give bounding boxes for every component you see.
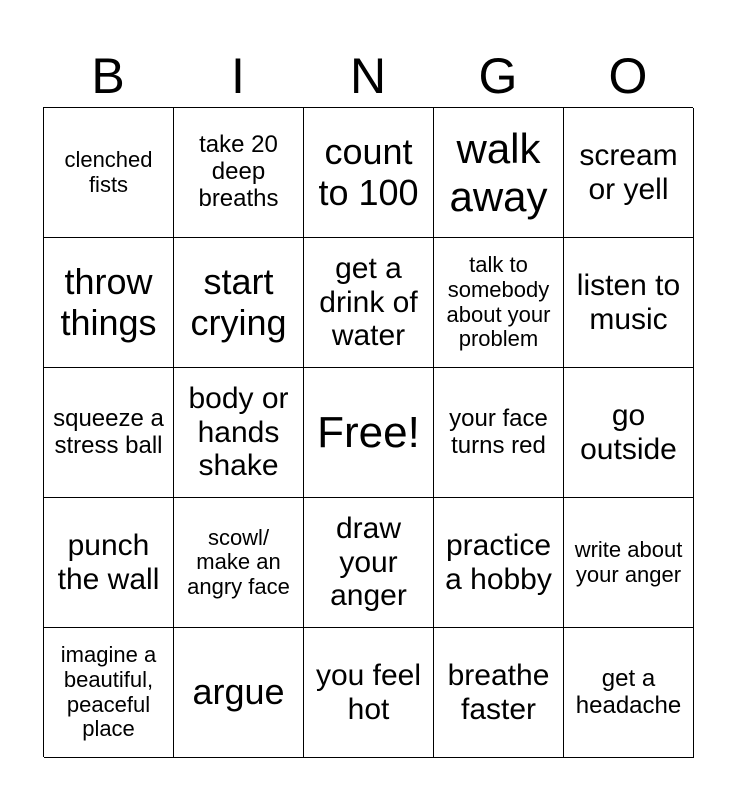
bingo-cell-r3-c1[interactable] bbox=[44, 368, 174, 498]
cell-text: take 20 deep breaths bbox=[198, 131, 279, 212]
bingo-cell-r1-c4[interactable] bbox=[434, 108, 564, 238]
bingo-cell-r4-c2[interactable] bbox=[174, 498, 304, 628]
cell-text: scream or yell bbox=[579, 138, 678, 206]
bingo-cell-r1-c1[interactable] bbox=[44, 108, 174, 238]
bingo-cell-r5-c2[interactable] bbox=[174, 628, 304, 758]
cell-text: scowl/ make an angry face bbox=[187, 524, 290, 599]
cell-text: get a headache bbox=[575, 664, 682, 719]
bingo-cell-r2-c3[interactable] bbox=[304, 238, 434, 368]
cell-text: listen to music bbox=[576, 268, 681, 336]
cell-text: imagine a beautiful, peaceful place bbox=[60, 642, 157, 742]
cell-text: draw your anger bbox=[330, 512, 407, 613]
cell-text: talk to somebody about your problem bbox=[446, 252, 551, 352]
cell-text: count to 100 bbox=[318, 131, 419, 213]
cell-text: you feel hot bbox=[315, 658, 422, 726]
cell-text: Free! bbox=[317, 407, 420, 457]
header-letter-n: N bbox=[349, 48, 387, 104]
bingo-cell-r1-c2[interactable] bbox=[174, 108, 304, 238]
cell-text: get a drink of water bbox=[319, 252, 418, 353]
cell-text: practice a hobby bbox=[445, 528, 552, 596]
bingo-cell-r2-c4[interactable] bbox=[434, 238, 564, 368]
bingo-cell-r3-c2[interactable] bbox=[174, 368, 304, 498]
bingo-cell-r5-c5[interactable] bbox=[564, 628, 694, 758]
bingo-cell-r4-c1[interactable] bbox=[44, 498, 174, 628]
bingo-cell-r5-c3[interactable] bbox=[304, 628, 434, 758]
header-letter-b: B bbox=[91, 48, 125, 104]
cell-text: argue bbox=[192, 671, 285, 713]
bingo-cell-r2-c1[interactable] bbox=[44, 238, 174, 368]
bingo-cell-r4-c3[interactable] bbox=[304, 498, 434, 628]
bingo-cell-r3-c5[interactable] bbox=[564, 368, 694, 498]
cell-text: body or hands shake bbox=[188, 382, 289, 483]
cell-text: walk away bbox=[449, 125, 548, 220]
header-letter-o: O bbox=[608, 48, 648, 104]
bingo-cell-r1-c5[interactable] bbox=[564, 108, 694, 238]
header-letter-i: I bbox=[231, 48, 245, 104]
cell-text: clenched fists bbox=[64, 146, 153, 197]
bingo-cell-r4-c5[interactable] bbox=[564, 498, 694, 628]
cell-text: start crying bbox=[190, 261, 287, 343]
bingo-cell-r5-c1[interactable] bbox=[44, 628, 174, 758]
cell-text: squeeze a stress ball bbox=[53, 404, 164, 459]
bingo-cell-free-space[interactable] bbox=[304, 368, 434, 498]
bingo-cell-r3-c4[interactable] bbox=[434, 368, 564, 498]
bingo-cell-r5-c4[interactable] bbox=[434, 628, 564, 758]
cell-text: punch the wall bbox=[57, 528, 160, 596]
cell-text: breathe faster bbox=[447, 658, 550, 726]
bingo-header bbox=[43, 44, 693, 108]
cell-text: your face turns red bbox=[449, 404, 548, 459]
bingo-cell-r2-c5[interactable] bbox=[564, 238, 694, 368]
bingo-cell-r4-c4[interactable] bbox=[434, 498, 564, 628]
bingo-cell-r1-c3[interactable] bbox=[304, 108, 434, 238]
cell-text: go outside bbox=[580, 398, 677, 466]
cell-text: throw things bbox=[60, 261, 157, 343]
bingo-board bbox=[43, 107, 693, 757]
header-letter-g: G bbox=[478, 48, 518, 104]
cell-text: write about your anger bbox=[574, 536, 683, 587]
bingo-cell-r2-c2[interactable] bbox=[174, 238, 304, 368]
